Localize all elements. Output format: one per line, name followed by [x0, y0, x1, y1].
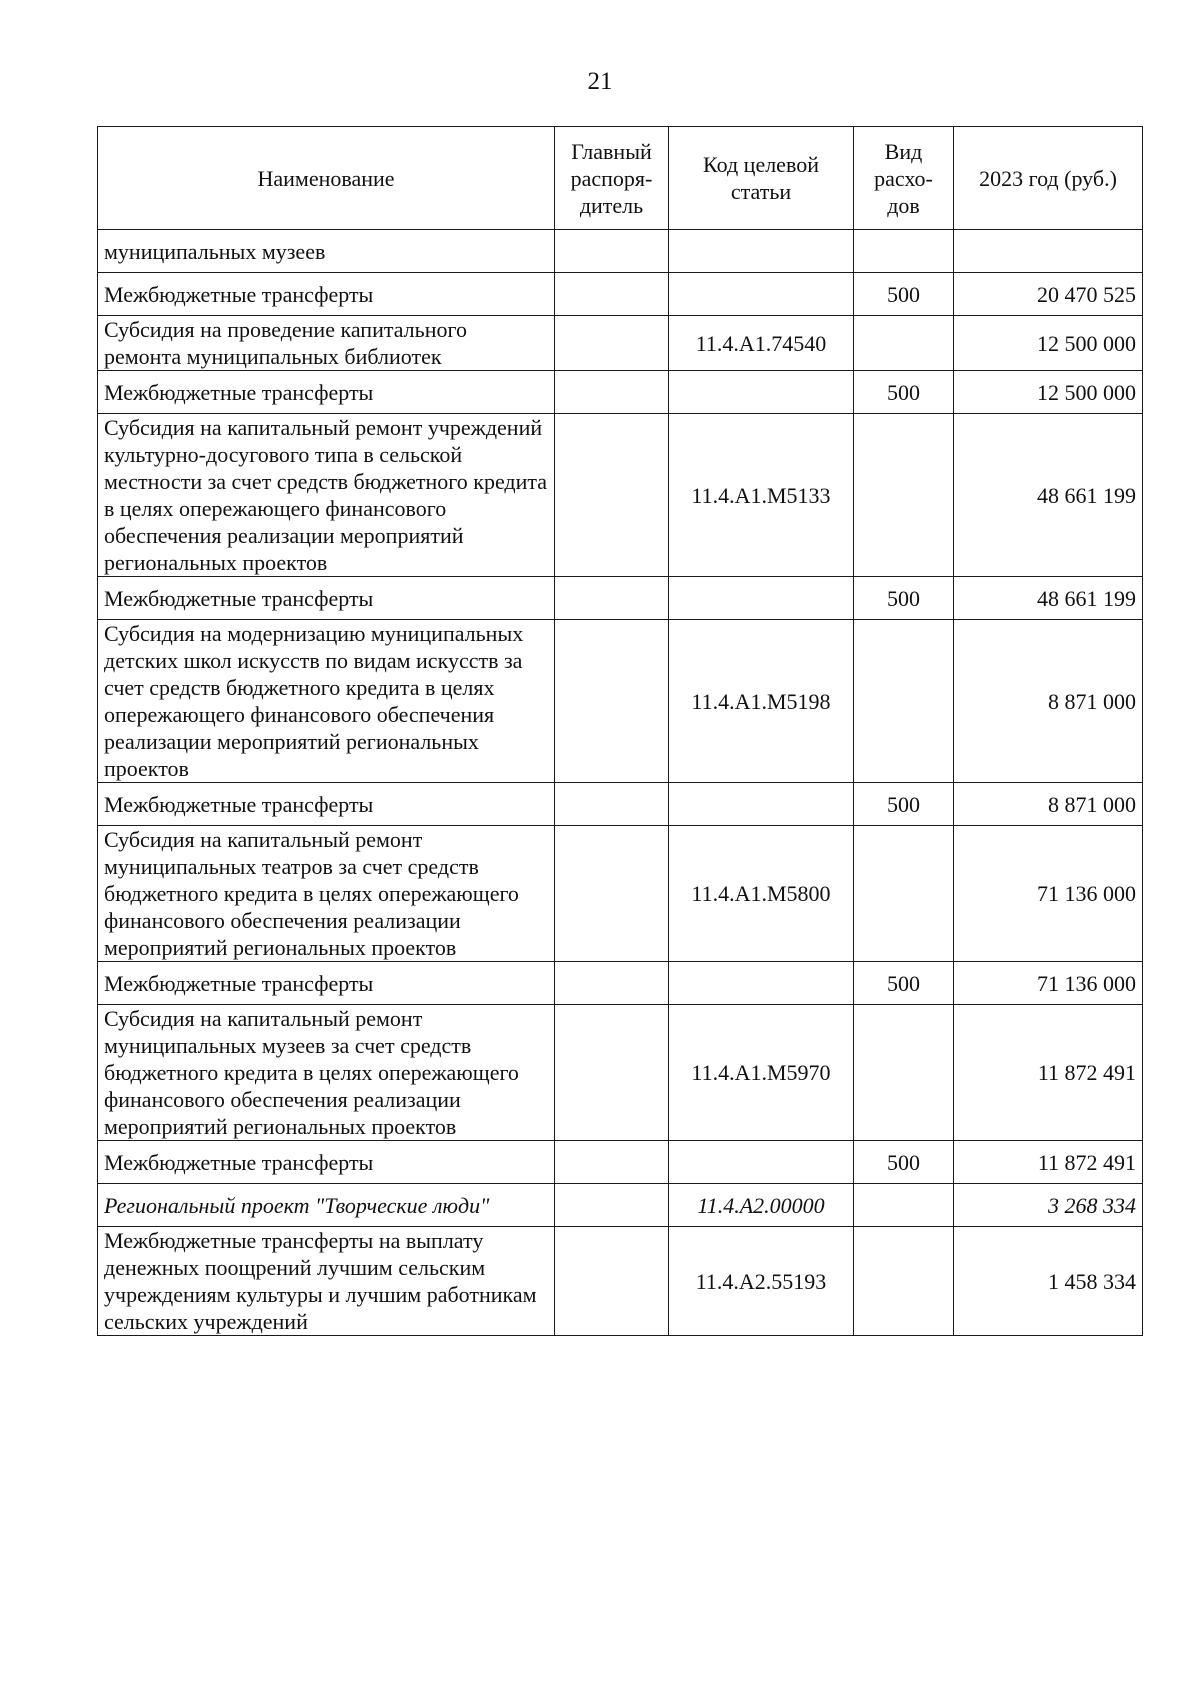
row-name-cell: Субсидия на капитальный ремонт муниципальных музеев за счет средств бюджетного кредита в целях опережающего финансового обеспечения реализации мероприятий региональных проектов: [98, 1005, 555, 1141]
row-name-cell: Межбюджетные трансферты: [98, 371, 555, 414]
table-row: [98, 826, 1143, 962]
row-amount-cell: 71 136 000: [954, 962, 1143, 1005]
row-target-code-cell: 11.4.А1.М5198: [669, 620, 854, 783]
row-name-cell: Межбюджетные трансферты: [98, 962, 555, 1005]
row-amount-cell: 48 661 199: [954, 577, 1143, 620]
row-expense-kind-cell: [854, 414, 954, 577]
table-row: [98, 371, 1143, 414]
row-main-manager-cell: [555, 783, 669, 826]
row-name-cell: Межбюджетные трансферты на выплату денежных поощрений лучшим сельским учреждениям культуры и лучшим работникам сельских учреждений: [98, 1227, 555, 1336]
row-expense-kind-cell: 500: [854, 962, 954, 1005]
row-expense-kind-cell: [854, 620, 954, 783]
row-main-manager-cell: [555, 230, 669, 273]
row-expense-kind-cell: 500: [854, 1141, 954, 1184]
row-name-cell: Субсидия на проведение капитального ремонта муниципальных библиотек: [98, 316, 555, 371]
row-target-code-cell: 11.4.А1.М5800: [669, 826, 854, 962]
row-amount-cell: 3 268 334: [954, 1184, 1143, 1227]
row-target-code-cell: 11.4.А1.74540: [669, 316, 854, 371]
row-amount-cell: 20 470 525: [954, 273, 1143, 316]
row-amount-cell: [954, 230, 1143, 273]
row-expense-kind-cell: [854, 230, 954, 273]
row-main-manager-cell: [555, 1141, 669, 1184]
row-name-cell: Субсидия на капитальный ремонт учреждений культурно-досугового типа в сельской местности за счет средств бюджетного кредита в целях опережающего финансового обеспечения реализации мероприятий региональных проектов: [98, 414, 555, 577]
table-body: [98, 230, 1143, 1336]
row-main-manager-cell: [555, 273, 669, 316]
table-row: [98, 1227, 1143, 1336]
header-main-manager: Главный распоря-дитель: [555, 127, 669, 230]
row-name-cell: Региональный проект "Творческие люди": [98, 1184, 555, 1227]
row-main-manager-cell: [555, 1184, 669, 1227]
row-target-code-cell: [669, 783, 854, 826]
row-name-cell: Субсидия на капитальный ремонт муниципальных театров за счет средств бюджетного кредита в целях опережающего финансового обеспечения реализации мероприятий региональных проектов: [98, 826, 555, 962]
row-expense-kind-cell: [854, 316, 954, 371]
row-name-cell: Межбюджетные трансферты: [98, 577, 555, 620]
row-main-manager-cell: [555, 316, 669, 371]
page-number: 21: [587, 68, 613, 95]
row-name-cell: Межбюджетные трансферты: [98, 1141, 555, 1184]
table-header-row: [98, 127, 1143, 230]
table-row: [98, 414, 1143, 577]
row-target-code-cell: [669, 371, 854, 414]
budget-table: [97, 126, 1143, 1336]
row-target-code-cell: 11.4.А1.М5970: [669, 1005, 854, 1141]
row-amount-cell: 11 872 491: [954, 1005, 1143, 1141]
row-main-manager-cell: [555, 620, 669, 783]
row-expense-kind-cell: [854, 826, 954, 962]
table-row: [98, 316, 1143, 371]
row-amount-cell: 71 136 000: [954, 826, 1143, 962]
header-name: Наименование: [98, 127, 555, 230]
row-expense-kind-cell: [854, 1184, 954, 1227]
header-target-code: Код целевой статьи: [669, 127, 854, 230]
row-main-manager-cell: [555, 1005, 669, 1141]
row-amount-cell: 8 871 000: [954, 783, 1143, 826]
row-target-code-cell: [669, 230, 854, 273]
row-main-manager-cell: [555, 1227, 669, 1336]
table-row: [98, 273, 1143, 316]
table-row: [98, 1141, 1143, 1184]
row-expense-kind-cell: 500: [854, 783, 954, 826]
row-target-code-cell: 11.4.А2.55193: [669, 1227, 854, 1336]
row-target-code-cell: 11.4.А2.00000: [669, 1184, 854, 1227]
table-row: [98, 962, 1143, 1005]
row-target-code-cell: [669, 577, 854, 620]
row-main-manager-cell: [555, 371, 669, 414]
row-amount-cell: 12 500 000: [954, 316, 1143, 371]
row-expense-kind-cell: 500: [854, 371, 954, 414]
header-amount-2023: 2023 год (руб.): [954, 127, 1143, 230]
row-expense-kind-cell: [854, 1227, 954, 1336]
row-amount-cell: 11 872 491: [954, 1141, 1143, 1184]
row-amount-cell: 48 661 199: [954, 414, 1143, 577]
row-target-code-cell: [669, 1141, 854, 1184]
table-row: [98, 783, 1143, 826]
row-name-cell: Межбюджетные трансферты: [98, 273, 555, 316]
row-amount-cell: 8 871 000: [954, 620, 1143, 783]
header-expense-kind: Вид расхо-дов: [854, 127, 954, 230]
row-target-code-cell: 11.4.А1.М5133: [669, 414, 854, 577]
table-row: [98, 1005, 1143, 1141]
row-amount-cell: 12 500 000: [954, 371, 1143, 414]
table-row: [98, 1184, 1143, 1227]
table-row: [98, 620, 1143, 783]
row-expense-kind-cell: 500: [854, 273, 954, 316]
row-name-cell: Межбюджетные трансферты: [98, 783, 555, 826]
row-expense-kind-cell: 500: [854, 577, 954, 620]
row-main-manager-cell: [555, 826, 669, 962]
row-main-manager-cell: [555, 414, 669, 577]
table-row: [98, 577, 1143, 620]
row-amount-cell: 1 458 334: [954, 1227, 1143, 1336]
row-main-manager-cell: [555, 577, 669, 620]
row-target-code-cell: [669, 962, 854, 1005]
row-target-code-cell: [669, 273, 854, 316]
row-main-manager-cell: [555, 962, 669, 1005]
row-name-cell: муниципальных музеев: [98, 230, 555, 273]
table-row: [98, 230, 1143, 273]
row-expense-kind-cell: [854, 1005, 954, 1141]
row-name-cell: Субсидия на модернизацию муниципальных детских школ искусств по видам искусств за счет средств бюджетного кредита в целях опережающего финансового обеспечения реализации мероприятий региональных проектов: [98, 620, 555, 783]
